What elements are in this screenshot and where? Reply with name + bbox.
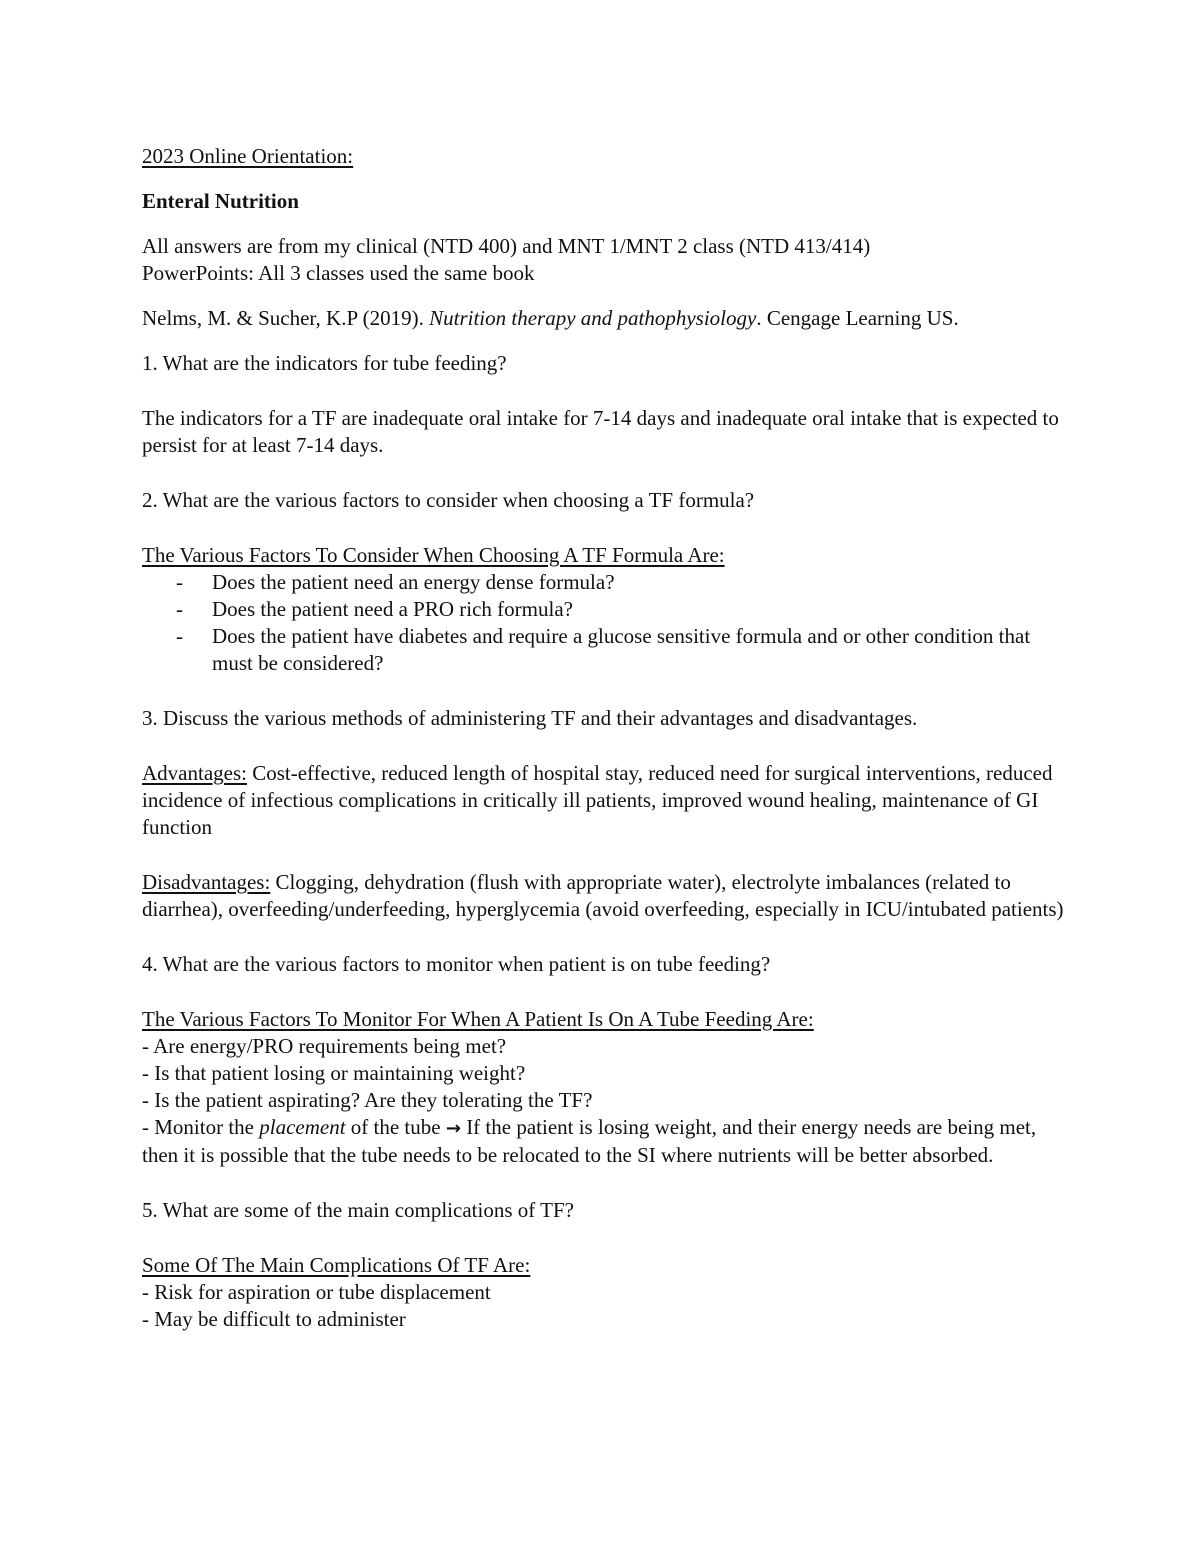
- citation-book-title: Nutrition therapy and pathophysiology: [429, 306, 757, 330]
- factors-list: [142, 569, 1072, 677]
- list-item-text: Does the patient need an energy dense formula?: [212, 570, 615, 594]
- list-dash: -: [176, 597, 183, 621]
- advantages-paragraph: [142, 760, 1072, 841]
- factors-heading: The Various Factors To Consider When Choosing A TF Formula Are:: [142, 543, 725, 567]
- list-item: - Is the patient aspirating? Are they tolerating the TF?: [142, 1088, 593, 1112]
- list-item: - Are energy/PRO requirements being met?: [142, 1034, 507, 1058]
- list-item: [142, 596, 1072, 623]
- question-2: 2. What are the various factors to consider when choosing a TF formula?: [142, 488, 755, 512]
- list-dash: -: [176, 624, 183, 648]
- orientation-heading: 2023 Online Orientation:: [142, 144, 354, 168]
- list-item: - Risk for aspiration or tube displacement: [142, 1280, 491, 1304]
- list-dash: -: [176, 570, 183, 594]
- question-4: 4. What are the various factors to monitor when patient is on tube feeding?: [142, 952, 771, 976]
- intro-line-1: All answers are from my clinical (NTD 400) and MNT 1/MNT 2 class (NTD 413/414): [142, 234, 871, 258]
- disadvantages-text: Clogging, dehydration (flush with appropriate water), electrolyte imbalances (related to diarrhea), overfeeding/underfeeding, hyperglycemia (avoid overfeeding, especially in ICU/intubated patients): [142, 870, 1064, 921]
- monitor-prefix: - Monitor the: [142, 1115, 260, 1139]
- monitor-suffix: If the patient is losing weight, and their energy needs are being met, then it is possible that the tube needs to be relocated to the SI where nutrients will be better absorbed.: [142, 1115, 1037, 1167]
- list-item-text: Does the patient need a PRO rich formula?: [212, 597, 573, 621]
- monitor-middle: of the tube: [345, 1115, 446, 1139]
- placement-emphasis: placement: [259, 1115, 346, 1139]
- disadvantages-label: Disadvantages:: [142, 870, 271, 894]
- list-item: [142, 1114, 1072, 1169]
- list-item: [142, 569, 1072, 596]
- document-title: Enteral Nutrition: [142, 189, 299, 213]
- advantages-text: Cost-effective, reduced length of hospital stay, reduced need for surgical interventions, reduced incidence of infectious complications in critically ill patients, improved wound healing, maintenance of GI function: [142, 761, 1053, 839]
- document-body: [142, 143, 1072, 1333]
- list-item: [142, 623, 1072, 677]
- question-1: 1. What are the indicators for tube feeding?: [142, 351, 507, 375]
- monitor-heading: The Various Factors To Monitor For When A Patient Is On A Tube Feeding Are:: [142, 1007, 814, 1031]
- arrow-right-icon: →: [445, 1118, 461, 1139]
- advantages-label: Advantages:: [142, 761, 247, 785]
- citation-publisher: . Cengage Learning US.: [756, 306, 959, 330]
- intro-line-2: PowerPoints: All 3 classes used the same book: [142, 261, 535, 285]
- disadvantages-paragraph: [142, 869, 1072, 923]
- complications-heading: Some Of The Main Complications Of TF Are:: [142, 1253, 531, 1277]
- list-item-text: Does the patient have diabetes and require a glucose sensitive formula and or other condition that must be considered?: [212, 624, 1031, 675]
- citation: [142, 305, 1072, 332]
- list-item: - May be difficult to administer: [142, 1307, 406, 1331]
- citation-authors: Nelms, M. & Sucher, K.P (2019).: [142, 306, 430, 330]
- list-item: - Is that patient losing or maintaining weight?: [142, 1061, 526, 1085]
- answer-1: The indicators for a TF are inadequate oral intake for 7-14 days and inadequate oral intake that is expected to persist for at least 7-14 days.: [142, 406, 1059, 457]
- question-3: 3. Discuss the various methods of administering TF and their advantages and disadvantages.: [142, 706, 918, 730]
- question-5: 5. What are some of the main complications of TF?: [142, 1198, 574, 1222]
